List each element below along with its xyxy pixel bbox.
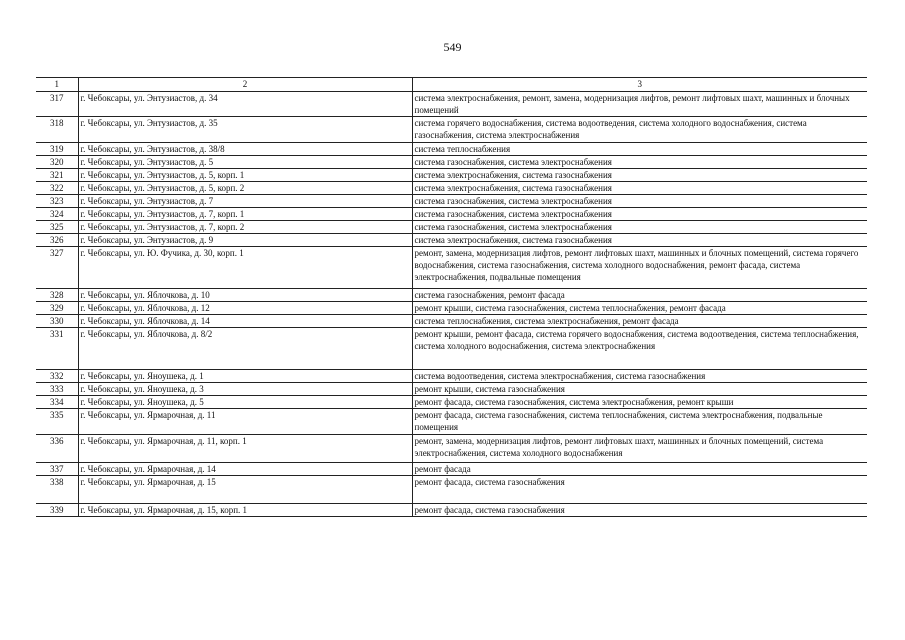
table-row <box>36 289 867 302</box>
header-cell-3: 3 <box>412 78 867 92</box>
row-services: ремонт, замена, модернизация лифтов, ремонт лифтовых шахт, машинных и блочных помещений, система электроснабжения, система холодного водоснабжения <box>412 435 867 463</box>
row-services: система газоснабжения, система электроснабжения <box>412 195 867 208</box>
row-number: 323 <box>36 195 78 208</box>
row-services: система теплоснабжения, система электроснабжения, ремонт фасада <box>412 315 867 328</box>
table-row <box>36 328 867 370</box>
table-row <box>36 117 867 143</box>
table-row <box>36 302 867 315</box>
row-address: г. Чебоксары, ул. Ярмарочная, д. 15 <box>78 476 412 504</box>
row-services: система электроснабжения, система газоснабжения <box>412 169 867 182</box>
row-number: 338 <box>36 476 78 504</box>
row-number: 327 <box>36 247 78 289</box>
row-address: г. Чебоксары, ул. Энтузиастов, д. 7, корп. 1 <box>78 208 412 221</box>
row-address: г. Чебоксары, ул. Яноушека, д. 3 <box>78 383 412 396</box>
table-row <box>36 370 867 383</box>
table-row <box>36 504 867 517</box>
row-services: ремонт фасада <box>412 463 867 476</box>
table-row <box>36 195 867 208</box>
table-row <box>36 208 867 221</box>
table-row <box>36 92 867 117</box>
header-cell-2: 2 <box>78 78 412 92</box>
row-address: г. Чебоксары, ул. Яблочкова, д. 14 <box>78 315 412 328</box>
row-address: г. Чебоксары, ул. Ю. Фучика, д. 30, корп. 1 <box>78 247 412 289</box>
row-number: 334 <box>36 396 78 409</box>
row-number: 317 <box>36 92 78 117</box>
row-services: ремонт фасада, система газоснабжения <box>412 504 867 517</box>
row-address: г. Чебоксары, ул. Ярмарочная, д. 11, корп. 1 <box>78 435 412 463</box>
row-services: ремонт фасада, система газоснабжения, система электроснабжения, ремонт крыши <box>412 396 867 409</box>
row-address: г. Чебоксары, ул. Ярмарочная, д. 15, корп. 1 <box>78 504 412 517</box>
row-services: система электроснабжения, ремонт, замена, модернизация лифтов, ремонт лифтовых шахт, машинных и блочных помещений <box>412 92 867 117</box>
table-row <box>36 396 867 409</box>
row-number: 321 <box>36 169 78 182</box>
row-address: г. Чебоксары, ул. Энтузиастов, д. 9 <box>78 234 412 247</box>
row-number: 318 <box>36 117 78 143</box>
row-number: 319 <box>36 143 78 156</box>
page-number: 549 <box>443 40 462 54</box>
row-number: 332 <box>36 370 78 383</box>
row-address: г. Чебоксары, ул. Ярмарочная, д. 11 <box>78 409 412 435</box>
table-header-row <box>36 78 867 92</box>
row-number: 328 <box>36 289 78 302</box>
row-services: система электроснабжения, система газоснабжения <box>412 234 867 247</box>
row-services: ремонт фасада, система газоснабжения <box>412 476 867 504</box>
table-row <box>36 156 867 169</box>
row-services: система газоснабжения, система электроснабжения <box>412 208 867 221</box>
row-address: г. Чебоксары, ул. Энтузиастов, д. 35 <box>78 117 412 143</box>
row-address: г. Чебоксары, ул. Энтузиастов, д. 5, корп. 2 <box>78 182 412 195</box>
row-services: ремонт крыши, ремонт фасада, система горячего водоснабжения, система водоотведения, система теплоснабжения, система холодного водоснабжения, система электроснабжения <box>412 328 867 370</box>
row-number: 329 <box>36 302 78 315</box>
table-row <box>36 169 867 182</box>
row-address: г. Чебоксары, ул. Энтузиастов, д. 38/8 <box>78 143 412 156</box>
table-row <box>36 315 867 328</box>
table-row <box>36 435 867 463</box>
row-services: система газоснабжения, ремонт фасада <box>412 289 867 302</box>
registry-table <box>36 77 867 517</box>
row-services: система горячего водоснабжения, система водоотведения, система холодного водоснабжения, система газоснабжения, система электроснабжения <box>412 117 867 143</box>
table-row <box>36 143 867 156</box>
row-number: 333 <box>36 383 78 396</box>
table-row <box>36 409 867 435</box>
row-number: 339 <box>36 504 78 517</box>
header-cell-1: 1 <box>36 78 78 92</box>
table-row <box>36 234 867 247</box>
row-services: система водоотведения, система электроснабжения, система газоснабжения <box>412 370 867 383</box>
row-number: 324 <box>36 208 78 221</box>
row-services: система газоснабжения, система электроснабжения <box>412 156 867 169</box>
row-address: г. Чебоксары, ул. Энтузиастов, д. 5, корп. 1 <box>78 169 412 182</box>
row-address: г. Чебоксары, ул. Яноушека, д. 5 <box>78 396 412 409</box>
row-address: г. Чебоксары, ул. Яноушека, д. 1 <box>78 370 412 383</box>
row-address: г. Чебоксары, ул. Энтузиастов, д. 7 <box>78 195 412 208</box>
row-address: г. Чебоксары, ул. Энтузиастов, д. 7, корп. 2 <box>78 221 412 234</box>
row-services: ремонт фасада, система газоснабжения, система теплоснабжения, система электроснабжения, подвальные помещения <box>412 409 867 435</box>
table-row <box>36 247 867 289</box>
row-number: 335 <box>36 409 78 435</box>
table-row <box>36 182 867 195</box>
row-number: 336 <box>36 435 78 463</box>
table-row <box>36 221 867 234</box>
table-row <box>36 463 867 476</box>
table-row <box>36 476 867 504</box>
row-number: 326 <box>36 234 78 247</box>
row-number: 330 <box>36 315 78 328</box>
row-address: г. Чебоксары, ул. Яблочкова, д. 10 <box>78 289 412 302</box>
row-services: ремонт крыши, система газоснабжения, система теплоснабжения, ремонт фасада <box>412 302 867 315</box>
row-number: 331 <box>36 328 78 370</box>
table-row <box>36 383 867 396</box>
row-address: г. Чебоксары, ул. Яблочкова, д. 12 <box>78 302 412 315</box>
row-address: г. Чебоксары, ул. Ярмарочная, д. 14 <box>78 463 412 476</box>
row-address: г. Чебоксары, ул. Энтузиастов, д. 34 <box>78 92 412 117</box>
row-number: 325 <box>36 221 78 234</box>
row-number: 320 <box>36 156 78 169</box>
row-services: система теплоснабжения <box>412 143 867 156</box>
row-address: г. Чебоксары, ул. Яблочкова, д. 8/2 <box>78 328 412 370</box>
row-services: ремонт крыши, система газоснабжения <box>412 383 867 396</box>
row-number: 322 <box>36 182 78 195</box>
row-address: г. Чебоксары, ул. Энтузиастов, д. 5 <box>78 156 412 169</box>
row-services: система электроснабжения, система газоснабжения <box>412 182 867 195</box>
row-number: 337 <box>36 463 78 476</box>
row-services: ремонт, замена, модернизация лифтов, ремонт лифтовых шахт, машинных и блочных помещений, система горячего водоснабжения, система газоснабжения, система холодного водоснабжения, ремонт фасада, система электроснабжения, подвальные помещения <box>412 247 867 289</box>
row-services: система газоснабжения, система электроснабжения <box>412 221 867 234</box>
